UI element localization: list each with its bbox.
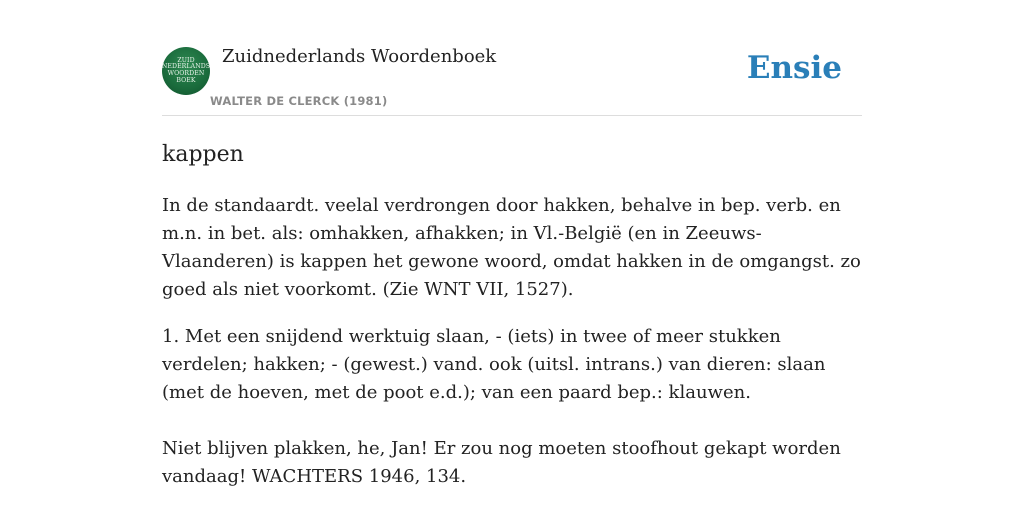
entry-headword: kappen <box>162 142 244 167</box>
dictionary-logo[interactable] <box>162 47 210 95</box>
logo-line: WOORDEN <box>167 70 205 77</box>
ensie-brand-link[interactable]: Ensie <box>746 50 842 86</box>
entry-definition: 1. Met een snijdend werktuig slaan, - (iets) in twee of meer stukken verdelen; hakken; - (gewest.) vand. ook (uitsl. intrans.) van dieren: slaan (met de hoeven, met de poot e.d.); van een paard bep.: klauwen. <box>162 326 826 403</box>
logo-line: ZUID <box>177 56 195 64</box>
dictionary-header <box>162 0 862 116</box>
dictionary-title[interactable]: Zuidnederlands Woordenboek <box>222 46 497 67</box>
entry-example: Niet blijven plakken, he, Jan! Er zou nog moeten stoofhout gekapt worden vandaag! WACHTERS 1946, 134. <box>162 438 841 487</box>
page <box>162 0 862 491</box>
logo-line: NEDERLANDS <box>161 63 211 71</box>
dictionary-author: WALTER DE CLERCK (1981) <box>210 94 388 108</box>
logo-line: BOEK <box>176 76 196 84</box>
entry-paragraph: In de standaardt. veelal verdrongen door hakken, behalve in bep. verb. en m.n. in bet. als: omhakken, afhakken; in Vl.-België (en in Zeeuws-Vlaanderen) is kappen het gewone woord, omdat hakken in de omgangst. zo goed als niet voorkomt. (Zie WNT VII, 1527). <box>162 195 861 300</box>
